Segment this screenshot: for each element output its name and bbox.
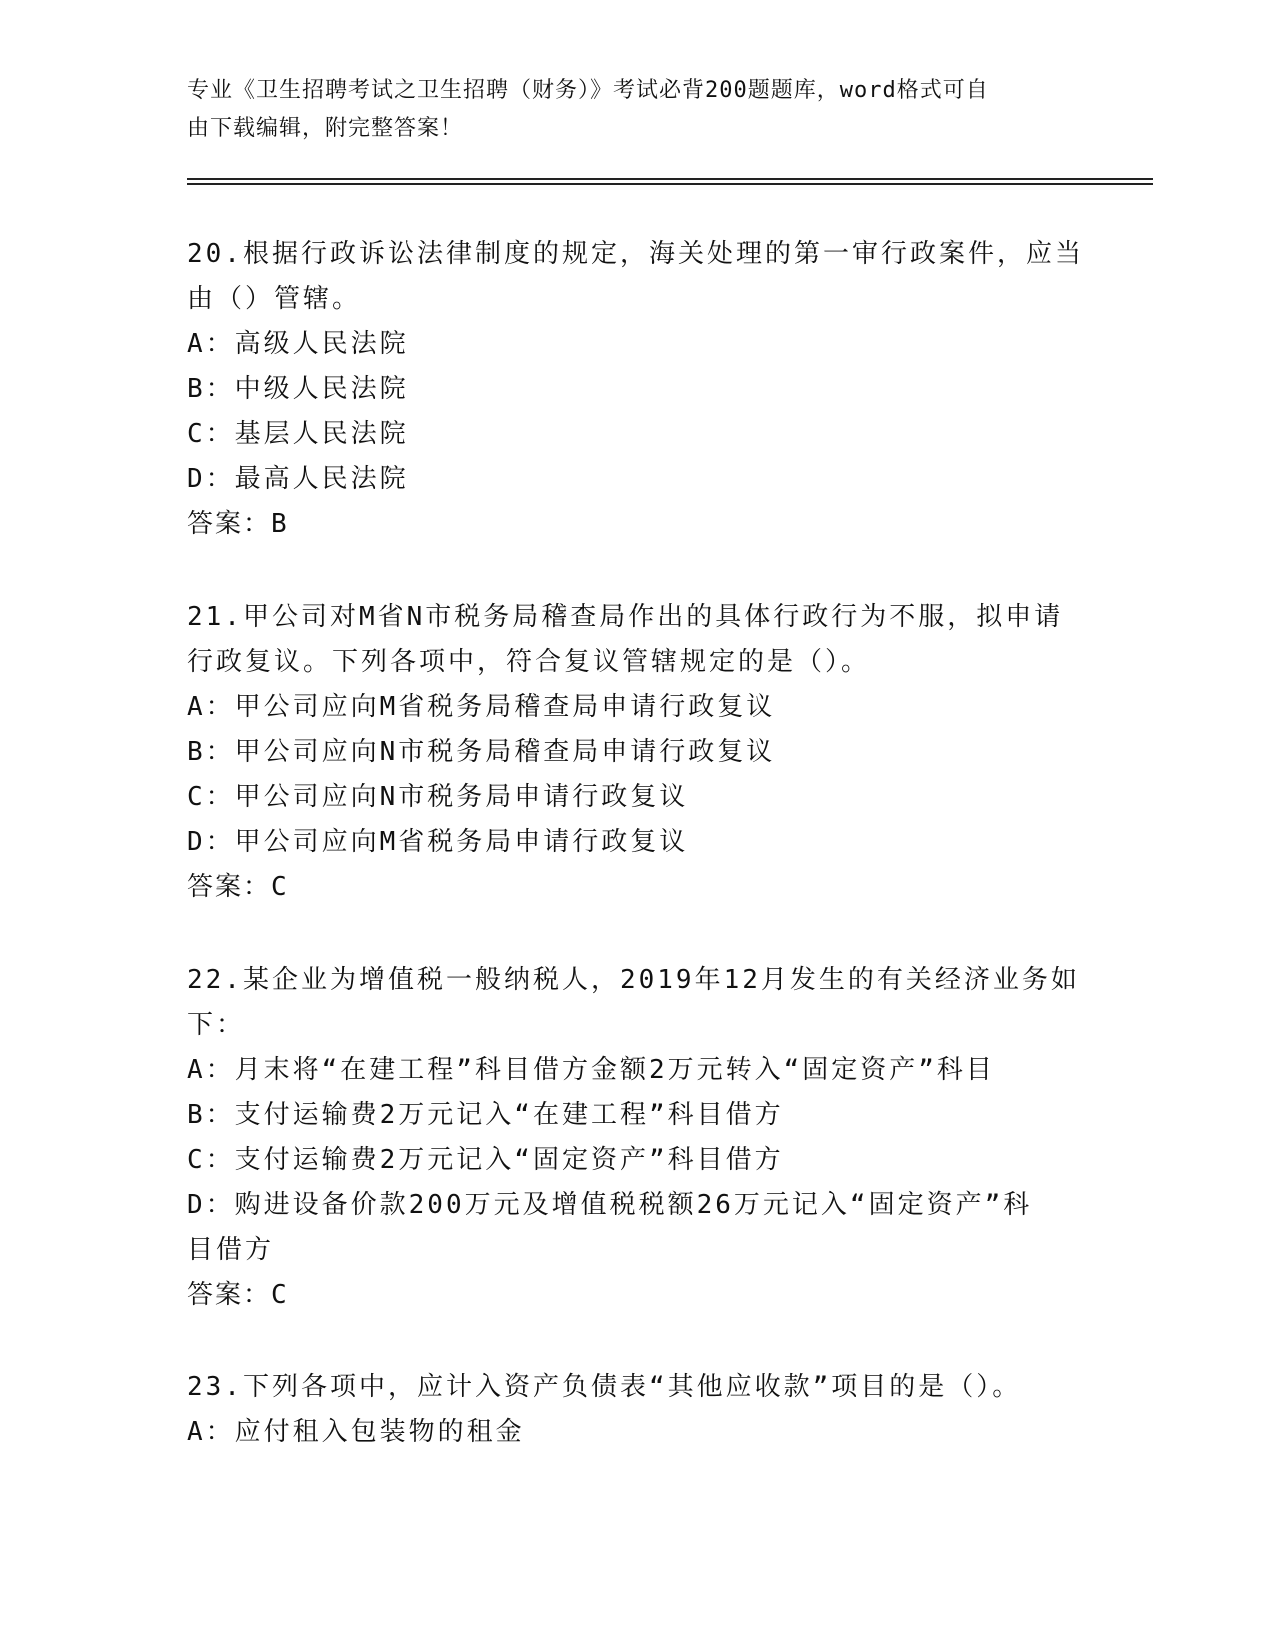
answer-label: 答案：: [187, 509, 272, 539]
answer-value: B: [271, 509, 289, 539]
answer-value: C: [271, 1280, 289, 1310]
option-d: D：最高人民法院: [187, 464, 409, 494]
question-text: 下：: [187, 1010, 246, 1040]
answer-line: [187, 865, 1087, 910]
option-a: A：高级人民法院: [187, 329, 409, 359]
option-c: C：支付运输费2万元记入“固定资产”科目借方: [187, 1145, 784, 1175]
question-text: 22.某企业为增值税一般纳税人，2019年12月发生的有关经济业务如: [187, 965, 1080, 995]
question-text: 23.下列各项中，应计入资产负债表“其他应收款”项目的是（）。: [187, 1372, 1022, 1402]
option-c: C：甲公司应向N市税务局申请行政复议: [187, 782, 689, 812]
question-text: 由（）管辖。: [187, 284, 362, 314]
option-b: B：甲公司应向N市税务局稽查局申请行政复议: [187, 737, 776, 767]
question-23: [187, 1365, 1087, 1455]
answer-value: C: [271, 872, 289, 902]
question-20: [187, 232, 1087, 547]
question-21: [187, 595, 1087, 910]
answer-line: [187, 1273, 1087, 1318]
document-header: [187, 72, 1087, 148]
option-c: C：基层人民法院: [187, 419, 409, 449]
option-d: D：购进设备价款200万元及增值税税额26万元记入“固定资产”科: [187, 1190, 1033, 1220]
option-a: A：应付租入包装物的租金: [187, 1417, 525, 1447]
question-text: 行政复议。下列各项中，符合复议管辖规定的是（）。: [187, 647, 871, 677]
question-text: 20.根据行政诉讼法律制度的规定，海关处理的第一审行政案件，应当: [187, 239, 1084, 269]
header-divider: [187, 183, 1153, 185]
header-line: 专业《卫生招聘考试之卫生招聘（财务）》考试必背200题题库，word格式可自: [187, 78, 989, 103]
option-a: A：甲公司应向M省税务局稽查局申请行政复议: [187, 692, 776, 722]
answer-line: [187, 502, 1087, 547]
option-b: B：支付运输费2万元记入“在建工程”科目借方: [187, 1100, 784, 1130]
header-line: 由下载编辑，附完整答案！: [187, 116, 464, 141]
option-b: B：中级人民法院: [187, 374, 409, 404]
question-text: 21.甲公司对M省N市税务局稽查局作出的具体行政行为不服，拟申请: [187, 602, 1064, 632]
option-a: A：月末将“在建工程”科目借方金额2万元转入“固定资产”科目: [187, 1055, 995, 1085]
option-d: D：甲公司应向M省税务局申请行政复议: [187, 827, 689, 857]
question-22: [187, 958, 1087, 1318]
header-divider: [187, 178, 1153, 180]
answer-label: 答案：: [187, 872, 272, 902]
answer-label: 答案：: [187, 1280, 272, 1310]
option-d-continued: 目借方: [187, 1235, 275, 1265]
